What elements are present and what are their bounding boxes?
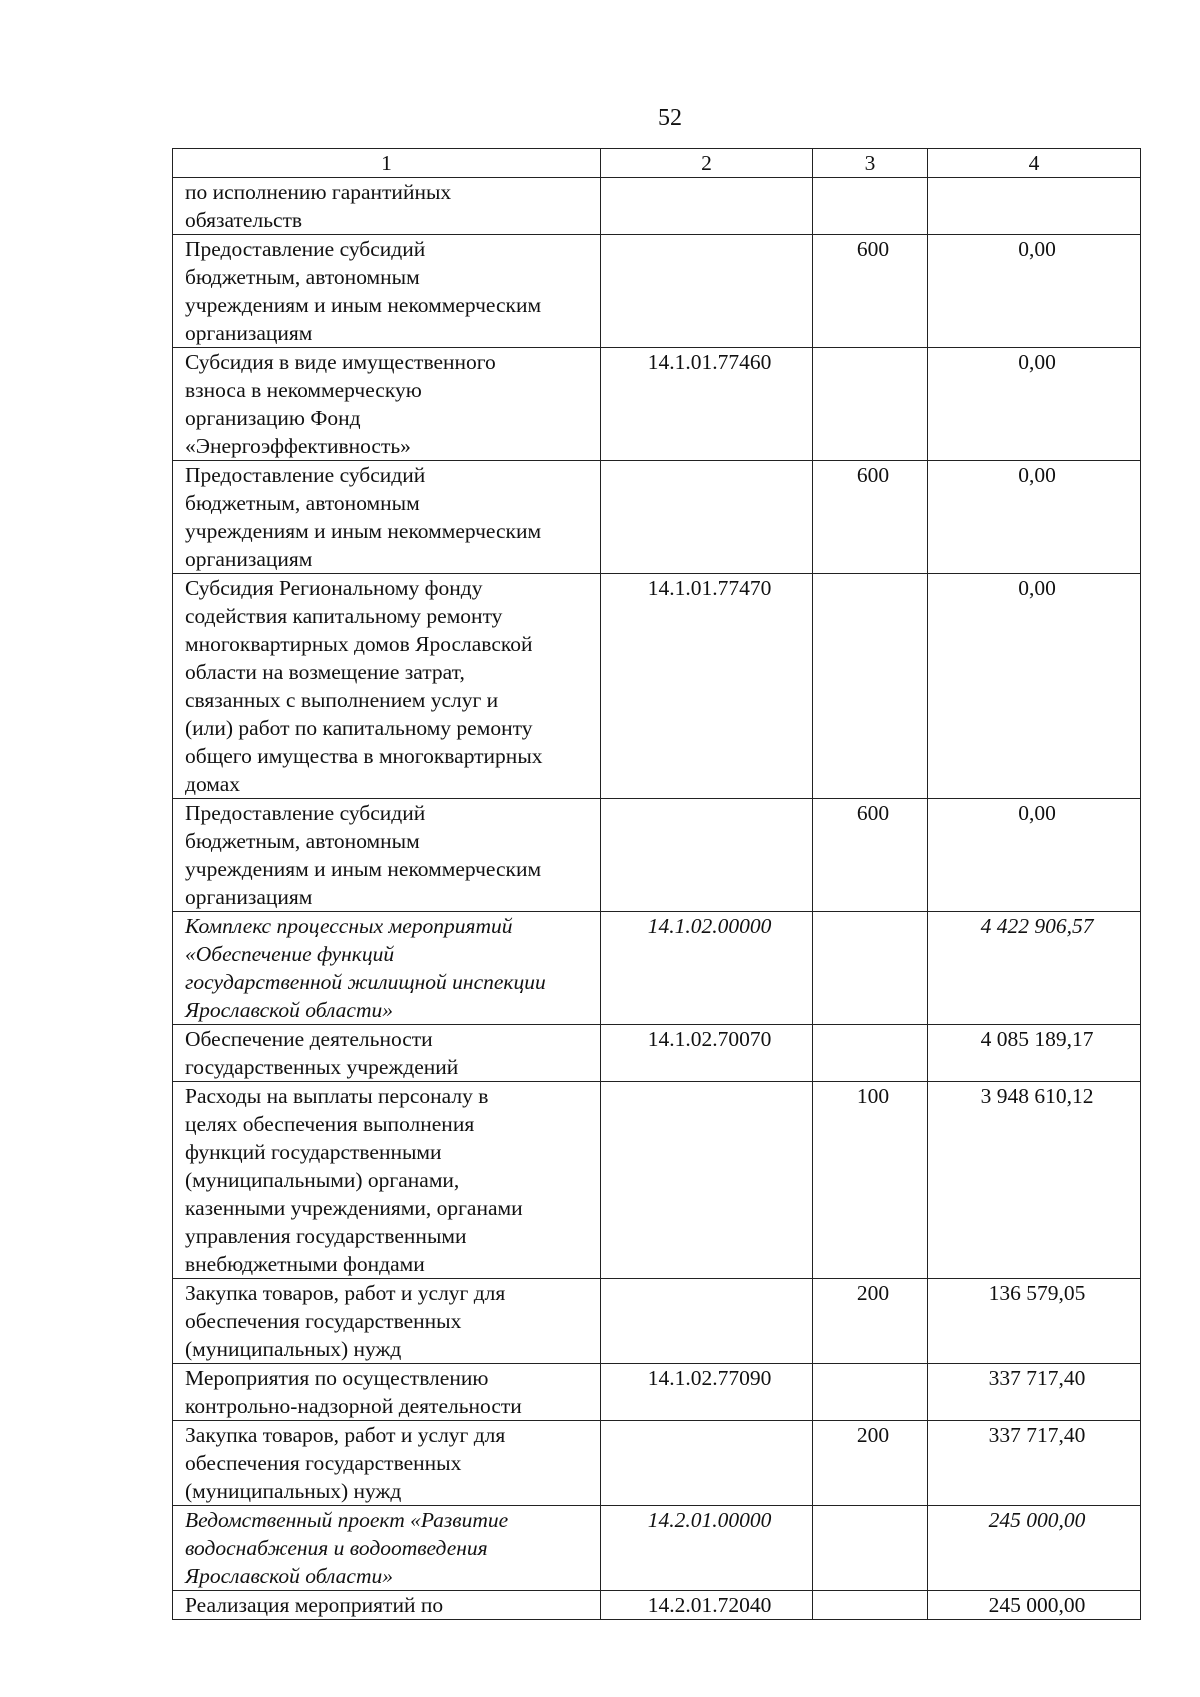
row-code-cell — [601, 1279, 813, 1364]
row-code-cell — [601, 178, 813, 235]
column-header-3: 3 — [813, 149, 928, 178]
row-amount-cell: 337 717,40 — [928, 1364, 1141, 1421]
row-amount-cell: 4 085 189,17 — [928, 1025, 1141, 1082]
row-name-cell: Расходы на выплаты персоналу в целях обеспечения выполнения функций государственными (муниципальными) органами, казенными учреждениями, органами управления государственными внебюджетными фондами — [173, 1082, 601, 1279]
row-amount-cell: 136 579,05 — [928, 1279, 1141, 1364]
row-code-cell: 14.2.01.00000 — [601, 1506, 813, 1591]
table-row — [173, 1279, 1141, 1364]
row-name-cell: Ведомственный проект «Развитие водоснабжения и водоотведения Ярославской области» — [173, 1506, 601, 1591]
row-name-cell: Субсидия в виде имущественного взноса в некоммерческую организацию Фонд «Энергоэффективность» — [173, 348, 601, 461]
row-kind-cell: 200 — [813, 1279, 928, 1364]
page-number: 52 — [658, 105, 682, 131]
row-name-cell: Мероприятия по осуществлению контрольно-надзорной деятельности — [173, 1364, 601, 1421]
row-amount-cell: 0,00 — [928, 348, 1141, 461]
row-code-cell — [601, 1082, 813, 1279]
row-kind-cell — [813, 178, 928, 235]
table-row — [173, 178, 1141, 235]
row-kind-cell: 100 — [813, 1082, 928, 1279]
row-code-cell: 14.1.01.77470 — [601, 574, 813, 799]
table-row — [173, 348, 1141, 461]
column-header-4: 4 — [928, 149, 1141, 178]
table-body — [173, 178, 1141, 1620]
row-name-cell: Предоставление субсидий бюджетным, автономным учреждениям и иным некоммерческим организациям — [173, 235, 601, 348]
table-row — [173, 1082, 1141, 1279]
row-amount-cell: 0,00 — [928, 461, 1141, 574]
row-amount-cell: 0,00 — [928, 799, 1141, 912]
row-amount-cell: 4 422 906,57 — [928, 912, 1141, 1025]
table-row — [173, 574, 1141, 799]
row-kind-cell — [813, 1025, 928, 1082]
table-row — [173, 1421, 1141, 1506]
header-row — [173, 149, 1141, 178]
row-code-cell: 14.1.01.77460 — [601, 348, 813, 461]
table-row — [173, 1591, 1141, 1620]
row-amount-cell: 0,00 — [928, 574, 1141, 799]
row-amount-cell — [928, 178, 1141, 235]
row-code-cell: 14.1.02.00000 — [601, 912, 813, 1025]
row-code-cell: 14.2.01.72040 — [601, 1591, 813, 1620]
row-amount-cell: 337 717,40 — [928, 1421, 1141, 1506]
column-header-2: 2 — [601, 149, 813, 178]
table-header — [173, 149, 1141, 178]
row-name-cell: Предоставление субсидий бюджетным, автономным учреждениям и иным некоммерческим организациям — [173, 799, 601, 912]
row-kind-cell: 600 — [813, 461, 928, 574]
row-code-cell — [601, 461, 813, 574]
row-name-cell: Обеспечение деятельности государственных учреждений — [173, 1025, 601, 1082]
row-code-cell — [601, 235, 813, 348]
row-kind-cell: 600 — [813, 799, 928, 912]
row-kind-cell — [813, 1364, 928, 1421]
row-kind-cell: 200 — [813, 1421, 928, 1506]
row-name-cell: по исполнению гарантийных обязательств — [173, 178, 601, 235]
row-code-cell — [601, 799, 813, 912]
row-kind-cell — [813, 1591, 928, 1620]
row-amount-cell: 245 000,00 — [928, 1591, 1141, 1620]
row-kind-cell — [813, 574, 928, 799]
row-name-cell: Закупка товаров, работ и услуг для обеспечения государственных (муниципальных) нужд — [173, 1279, 601, 1364]
row-kind-cell — [813, 1506, 928, 1591]
column-header-1: 1 — [173, 149, 601, 178]
row-code-cell: 14.1.02.77090 — [601, 1364, 813, 1421]
row-code-cell: 14.1.02.70070 — [601, 1025, 813, 1082]
row-name-cell: Реализация мероприятий по — [173, 1591, 601, 1620]
table-row — [173, 235, 1141, 348]
table-row — [173, 1364, 1141, 1421]
row-amount-cell: 245 000,00 — [928, 1506, 1141, 1591]
table-row — [173, 912, 1141, 1025]
row-name-cell: Предоставление субсидий бюджетным, автономным учреждениям и иным некоммерческим организациям — [173, 461, 601, 574]
row-name-cell: Комплекс процессных мероприятий «Обеспечение функций государственной жилищной инспекции Ярославской области» — [173, 912, 601, 1025]
table-row — [173, 1506, 1141, 1591]
row-kind-cell — [813, 348, 928, 461]
row-name-cell: Закупка товаров, работ и услуг для обеспечения государственных (муниципальных) нужд — [173, 1421, 601, 1506]
table-row — [173, 1025, 1141, 1082]
table-row — [173, 461, 1141, 574]
budget-table — [172, 148, 1141, 1620]
table-row — [173, 799, 1141, 912]
row-amount-cell: 0,00 — [928, 235, 1141, 348]
row-code-cell — [601, 1421, 813, 1506]
row-kind-cell: 600 — [813, 235, 928, 348]
row-name-cell: Субсидия Региональному фонду содействия капитальному ремонту многоквартирных домов Ярославской области на возмещение затрат, связанных с выполнением услуг и (или) работ по капитальному ремонту общего имущества в многоквартирных домах — [173, 574, 601, 799]
row-kind-cell — [813, 912, 928, 1025]
row-amount-cell: 3 948 610,12 — [928, 1082, 1141, 1279]
